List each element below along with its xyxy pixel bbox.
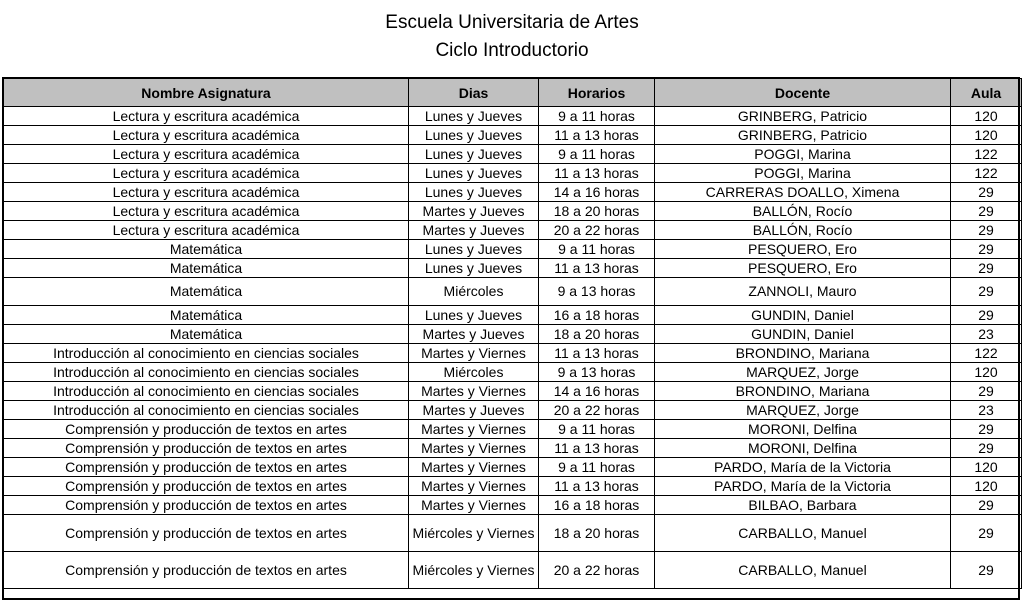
cell-horarios: 11 a 13 horas bbox=[539, 126, 655, 145]
cell-dias: Miércoles bbox=[409, 278, 539, 306]
table-header-row bbox=[4, 79, 1022, 107]
cell-docente: MARQUEZ, Jorge bbox=[655, 401, 951, 420]
cell-asignatura: Matemática bbox=[4, 278, 409, 306]
cell-asignatura: Introducción al conocimiento en ciencias sociales bbox=[4, 344, 409, 363]
cell-asignatura: Lectura y escritura académica bbox=[4, 107, 409, 126]
cell-dias: Lunes y Jueves bbox=[409, 240, 539, 259]
cell-asignatura: Matemática bbox=[4, 306, 409, 325]
cell-docente: BALLÓN, Rocío bbox=[655, 221, 951, 240]
table-row bbox=[4, 325, 1022, 344]
cell-horarios: 20 a 22 horas bbox=[539, 221, 655, 240]
cell-aula: 122 bbox=[951, 145, 1022, 164]
cell-horarios: 9 a 11 horas bbox=[539, 458, 655, 477]
cell-docente: CARBALLO, Manuel bbox=[655, 515, 951, 552]
cell-aula: 29 bbox=[951, 420, 1022, 439]
table-row bbox=[4, 183, 1022, 202]
cell-aula: 29 bbox=[951, 259, 1022, 278]
cell-asignatura: Comprensión y producción de textos en artes bbox=[4, 515, 409, 552]
cell-asignatura: Introducción al conocimiento en ciencias sociales bbox=[4, 401, 409, 420]
cell-aula: 29 bbox=[951, 382, 1022, 401]
cell-horarios: 14 a 16 horas bbox=[539, 183, 655, 202]
cell-dias: Martes y Jueves bbox=[409, 401, 539, 420]
cell-asignatura: Lectura y escritura académica bbox=[4, 126, 409, 145]
cell-aula: 29 bbox=[951, 439, 1022, 458]
table-row bbox=[4, 221, 1022, 240]
table-row bbox=[4, 240, 1022, 259]
cell-horarios: 9 a 11 horas bbox=[539, 107, 655, 126]
cell-asignatura: Comprensión y producción de textos en artes bbox=[4, 458, 409, 477]
cell-horarios: 16 a 18 horas bbox=[539, 496, 655, 515]
cell-horarios: 9 a 11 horas bbox=[539, 240, 655, 259]
cell-docente: MARQUEZ, Jorge bbox=[655, 363, 951, 382]
cell-horarios: 11 a 13 horas bbox=[539, 439, 655, 458]
column-header-aula: Aula bbox=[951, 79, 1022, 107]
table-body bbox=[4, 107, 1022, 589]
cell-docente: BILBAO, Barbara bbox=[655, 496, 951, 515]
cell-docente: PESQUERO, Ero bbox=[655, 259, 951, 278]
cell-dias: Lunes y Jueves bbox=[409, 306, 539, 325]
cell-horarios: 11 a 13 horas bbox=[539, 259, 655, 278]
cell-dias: Martes y Viernes bbox=[409, 458, 539, 477]
cell-aula: 120 bbox=[951, 126, 1022, 145]
cell-docente: PESQUERO, Ero bbox=[655, 240, 951, 259]
cell-aula: 29 bbox=[951, 278, 1022, 306]
cell-horarios: 11 a 13 horas bbox=[539, 477, 655, 496]
cell-horarios: 9 a 11 horas bbox=[539, 420, 655, 439]
column-header-asignatura: Nombre Asignatura bbox=[4, 79, 409, 107]
cell-horarios: 9 a 13 horas bbox=[539, 278, 655, 306]
cell-horarios: 16 a 18 horas bbox=[539, 306, 655, 325]
cell-docente: GUNDIN, Daniel bbox=[655, 306, 951, 325]
cell-docente: MORONI, Delfina bbox=[655, 420, 951, 439]
cell-aula: 29 bbox=[951, 221, 1022, 240]
cell-aula: 122 bbox=[951, 344, 1022, 363]
page-subtitle: Ciclo Introductorio bbox=[435, 40, 589, 61]
cell-docente: PARDO, María de la Victoria bbox=[655, 477, 951, 496]
cell-asignatura: Introducción al conocimiento en ciencias sociales bbox=[4, 363, 409, 382]
table-row bbox=[4, 278, 1022, 306]
cell-dias: Martes y Viernes bbox=[409, 439, 539, 458]
cell-aula: 23 bbox=[951, 325, 1022, 344]
cell-horarios: 20 a 22 horas bbox=[539, 552, 655, 589]
cell-dias: Martes y Viernes bbox=[409, 496, 539, 515]
cell-docente: MORONI, Delfina bbox=[655, 439, 951, 458]
cell-horarios: 9 a 13 horas bbox=[539, 363, 655, 382]
cell-asignatura: Matemática bbox=[4, 325, 409, 344]
cell-dias: Martes y Jueves bbox=[409, 325, 539, 344]
cell-dias: Lunes y Jueves bbox=[409, 107, 539, 126]
cell-dias: Lunes y Jueves bbox=[409, 126, 539, 145]
table-row bbox=[4, 552, 1022, 589]
cell-asignatura: Comprensión y producción de textos en artes bbox=[4, 552, 409, 589]
cell-aula: 120 bbox=[951, 363, 1022, 382]
cell-aula: 29 bbox=[951, 240, 1022, 259]
cell-asignatura: Lectura y escritura académica bbox=[4, 202, 409, 221]
table-row bbox=[4, 515, 1022, 552]
cell-dias: Martes y Viernes bbox=[409, 477, 539, 496]
cell-asignatura: Lectura y escritura académica bbox=[4, 221, 409, 240]
cell-horarios: 9 a 11 horas bbox=[539, 145, 655, 164]
cell-aula: 120 bbox=[951, 107, 1022, 126]
cell-asignatura: Lectura y escritura académica bbox=[4, 183, 409, 202]
cell-dias: Lunes y Jueves bbox=[409, 183, 539, 202]
table-row bbox=[4, 202, 1022, 221]
cell-aula: 120 bbox=[951, 477, 1022, 496]
cell-horarios: 11 a 13 horas bbox=[539, 164, 655, 183]
table-row bbox=[4, 306, 1022, 325]
column-header-horarios: Horarios bbox=[539, 79, 655, 107]
cell-dias: Lunes y Jueves bbox=[409, 145, 539, 164]
cell-dias: Martes y Jueves bbox=[409, 202, 539, 221]
cell-aula: 29 bbox=[951, 515, 1022, 552]
cell-asignatura: Comprensión y producción de textos en artes bbox=[4, 420, 409, 439]
cell-docente: ZANNOLI, Mauro bbox=[655, 278, 951, 306]
cell-docente: PARDO, María de la Victoria bbox=[655, 458, 951, 477]
cell-aula: 23 bbox=[951, 401, 1022, 420]
cell-horarios: 18 a 20 horas bbox=[539, 515, 655, 552]
cell-docente: GRINBERG, Patricio bbox=[655, 107, 951, 126]
column-header-dias: Dias bbox=[409, 79, 539, 107]
cell-dias: Martes y Viernes bbox=[409, 344, 539, 363]
cell-docente: POGGI, Marina bbox=[655, 145, 951, 164]
table-row bbox=[4, 401, 1022, 420]
cell-docente: GUNDIN, Daniel bbox=[655, 325, 951, 344]
cell-horarios: 18 a 20 horas bbox=[539, 202, 655, 221]
cell-aula: 29 bbox=[951, 202, 1022, 221]
cell-aula: 29 bbox=[951, 306, 1022, 325]
cell-dias: Martes y Jueves bbox=[409, 221, 539, 240]
cell-docente: GRINBERG, Patricio bbox=[655, 126, 951, 145]
cell-docente: POGGI, Marina bbox=[655, 164, 951, 183]
cell-asignatura: Matemática bbox=[4, 240, 409, 259]
cell-asignatura: Lectura y escritura académica bbox=[4, 164, 409, 183]
page-title: Escuela Universitaria de Artes bbox=[385, 12, 639, 33]
table-row bbox=[4, 382, 1022, 401]
cell-docente: BALLÓN, Rocío bbox=[655, 202, 951, 221]
cell-asignatura: Comprensión y producción de textos en artes bbox=[4, 477, 409, 496]
cell-docente: BRONDINO, Mariana bbox=[655, 344, 951, 363]
table-row bbox=[4, 458, 1022, 477]
cell-dias: Martes y Viernes bbox=[409, 420, 539, 439]
cell-docente: CARBALLO, Manuel bbox=[655, 552, 951, 589]
cell-asignatura: Comprensión y producción de textos en artes bbox=[4, 439, 409, 458]
table-row bbox=[4, 439, 1022, 458]
table-row bbox=[4, 496, 1022, 515]
cell-dias: Lunes y Jueves bbox=[409, 164, 539, 183]
cell-asignatura: Introducción al conocimiento en ciencias sociales bbox=[4, 382, 409, 401]
cell-aula: 122 bbox=[951, 164, 1022, 183]
cell-dias: Martes y Viernes bbox=[409, 382, 539, 401]
cell-dias: Miércoles y Viernes bbox=[409, 552, 539, 589]
table-row bbox=[4, 126, 1022, 145]
cell-asignatura: Comprensión y producción de textos en artes bbox=[4, 496, 409, 515]
cell-dias: Lunes y Jueves bbox=[409, 259, 539, 278]
table-row bbox=[4, 477, 1022, 496]
cell-asignatura: Lectura y escritura académica bbox=[4, 145, 409, 164]
cell-horarios: 11 a 13 horas bbox=[539, 344, 655, 363]
cell-asignatura: Matemática bbox=[4, 259, 409, 278]
cell-horarios: 14 a 16 horas bbox=[539, 382, 655, 401]
cell-horarios: 20 a 22 horas bbox=[539, 401, 655, 420]
column-header-docente: Docente bbox=[655, 79, 951, 107]
table-row bbox=[4, 164, 1022, 183]
cell-aula: 29 bbox=[951, 496, 1022, 515]
cell-aula: 120 bbox=[951, 458, 1022, 477]
cell-aula: 29 bbox=[951, 183, 1022, 202]
cell-dias: Miércoles y Viernes bbox=[409, 515, 539, 552]
table-row bbox=[4, 344, 1022, 363]
cell-aula: 29 bbox=[951, 552, 1022, 589]
cell-horarios: 18 a 20 horas bbox=[539, 325, 655, 344]
table-row bbox=[4, 420, 1022, 439]
cell-dias: Miércoles bbox=[409, 363, 539, 382]
cell-docente: CARRERAS DOALLO, Ximena bbox=[655, 183, 951, 202]
schedule-table bbox=[3, 78, 1022, 589]
cell-docente: BRONDINO, Mariana bbox=[655, 382, 951, 401]
table-row bbox=[4, 145, 1022, 164]
table-row bbox=[4, 259, 1022, 278]
table-row bbox=[4, 107, 1022, 126]
table-row bbox=[4, 363, 1022, 382]
